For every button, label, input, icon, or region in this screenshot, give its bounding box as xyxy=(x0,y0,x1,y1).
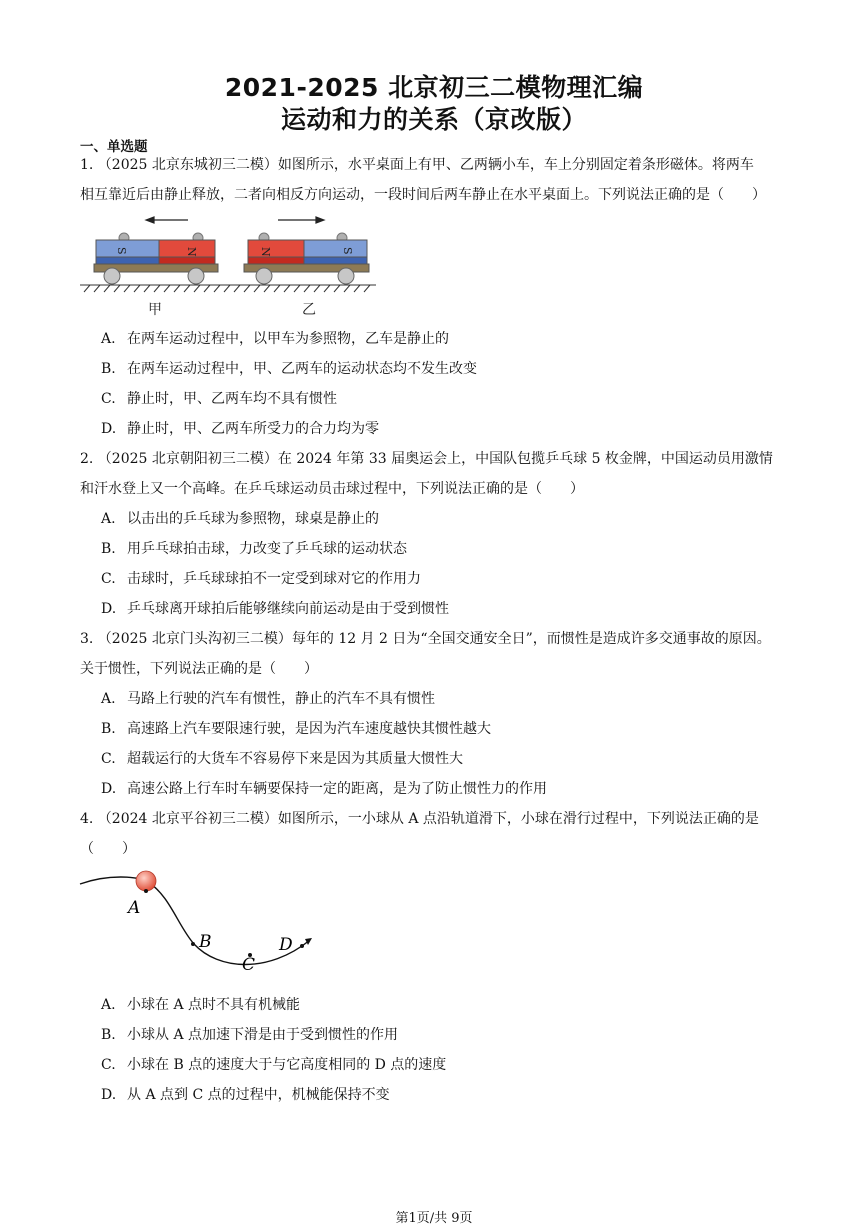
track-figure xyxy=(78,866,318,978)
option-2d[interactable]: D. 乒乓球离开球拍后能够继续向前运动是由于受到惯性 xyxy=(101,601,449,617)
question-4-line-1: 4. （2024 北京平谷初三二模）如图所示，一小球从 A 点沿轨道滑下，小球在滑行过程中，下列说法正确的是 xyxy=(80,811,759,827)
question-1 xyxy=(80,150,792,210)
question-1-line-1: 1. （2025 北京东城初三二模）如图所示，水平桌面上有甲、乙两辆小车，车上分别固定着条形磁体。将两车 xyxy=(80,157,754,173)
cart-label-yi: 乙 xyxy=(302,302,316,318)
question-3 xyxy=(80,624,792,684)
document-title: 2021-2025 北京初三二模物理汇编 xyxy=(224,73,644,102)
question-2-line-2: 和汗水登上又一个高峰。在乒乓球运动员击球过程中，下列说法正确的是（ ） xyxy=(80,481,584,497)
document-subtitle: 运动和力的关系（京改版） xyxy=(280,105,587,134)
magnet-pole-label: S xyxy=(115,247,128,255)
option-2a[interactable]: A. 以击出的乒乓球为参照物，球桌是静止的 xyxy=(101,511,379,527)
option-3d[interactable]: D. 高速公路上行车时车辆要保持一定的距离，是为了防止惯性力的作用 xyxy=(101,781,547,797)
option-4b[interactable]: B. 小球从 A 点加速下滑是由于受到惯性的作用 xyxy=(101,1027,399,1043)
question-2-line-1: 2. （2025 北京朝阳初三二模）在 2024 年第 33 届奥运会上，中国队包揽乒乓球 5 枚金牌，中国运动员用激情 xyxy=(80,451,773,467)
point-label-c: C xyxy=(242,955,256,975)
cart-magnet-figure xyxy=(80,212,380,324)
table-surface xyxy=(80,285,376,292)
question-3-line-1: 3. （2025 北京门头沟初三二模）每年的 12 月 2 日为“全国交通安全日”，而惯性是造成许多交通事故的原因。 xyxy=(80,631,771,647)
option-4d[interactable]: D. 从 A 点到 C 点的过程中，机械能保持不变 xyxy=(101,1087,390,1103)
option-2c[interactable]: C. 击球时，乒乓球球拍不一定受到球对它的作用力 xyxy=(101,571,421,587)
arrow-left-icon xyxy=(146,217,188,223)
question-1-line-2: 相互靠近后由静止释放，二者向相反方向运动，一段时间后两车静止在水平桌面上。下列说法正确的是（ ） xyxy=(80,187,766,203)
page-footer: 第1页/共 9页 xyxy=(395,1211,473,1226)
question-4-line-2: （ ） xyxy=(80,841,136,857)
cart-label-jia: 甲 xyxy=(148,302,162,318)
magnet-pole-label: N xyxy=(185,247,198,257)
point-label-a: A xyxy=(128,898,141,918)
option-1c[interactable]: C. 静止时，甲、乙两车均不具有惯性 xyxy=(101,391,337,407)
option-3c[interactable]: C. 超载运行的大货车不容易停下来是因为其质量大惯性大 xyxy=(101,751,463,767)
cart-yi xyxy=(244,233,369,284)
option-1a[interactable]: A. 在两车运动过程中，以甲车为参照物，乙车是静止的 xyxy=(101,331,449,347)
magnet-pole-label: S xyxy=(341,247,354,255)
ball xyxy=(136,871,156,891)
question-2 xyxy=(80,444,792,504)
question-3-line-2: 关于惯性，下列说法正确的是（ ） xyxy=(80,661,318,677)
option-3b[interactable]: B. 高速路上汽车要限速行驶，是因为汽车速度越快其惯性越大 xyxy=(101,721,491,737)
option-1d[interactable]: D. 静止时，甲、乙两车所受力的合力均为零 xyxy=(101,421,379,437)
magnet-pole-label: N xyxy=(259,247,272,257)
point-label-d: D xyxy=(279,935,293,955)
section-heading: 一、单选题 xyxy=(80,139,148,155)
arrow-right-icon xyxy=(278,217,324,223)
option-3a[interactable]: A. 马路上行驶的汽车有惯性，静止的汽车不具有惯性 xyxy=(101,691,435,707)
question-4 xyxy=(80,804,792,864)
option-4c[interactable]: C. 小球在 B 点的速度大于与它高度相同的 D 点的速度 xyxy=(101,1057,447,1073)
point-label-b: B xyxy=(199,932,212,952)
track-curve xyxy=(80,877,310,965)
option-2b[interactable]: B. 用乒乓球拍击球，力改变了乒乓球的运动状态 xyxy=(101,541,407,557)
cart-jia xyxy=(94,233,218,284)
option-4a[interactable]: A. 小球在 A 点时不具有机械能 xyxy=(101,997,301,1013)
option-1b[interactable]: B. 在两车运动过程中，甲、乙两车的运动状态均不发生改变 xyxy=(101,361,477,377)
